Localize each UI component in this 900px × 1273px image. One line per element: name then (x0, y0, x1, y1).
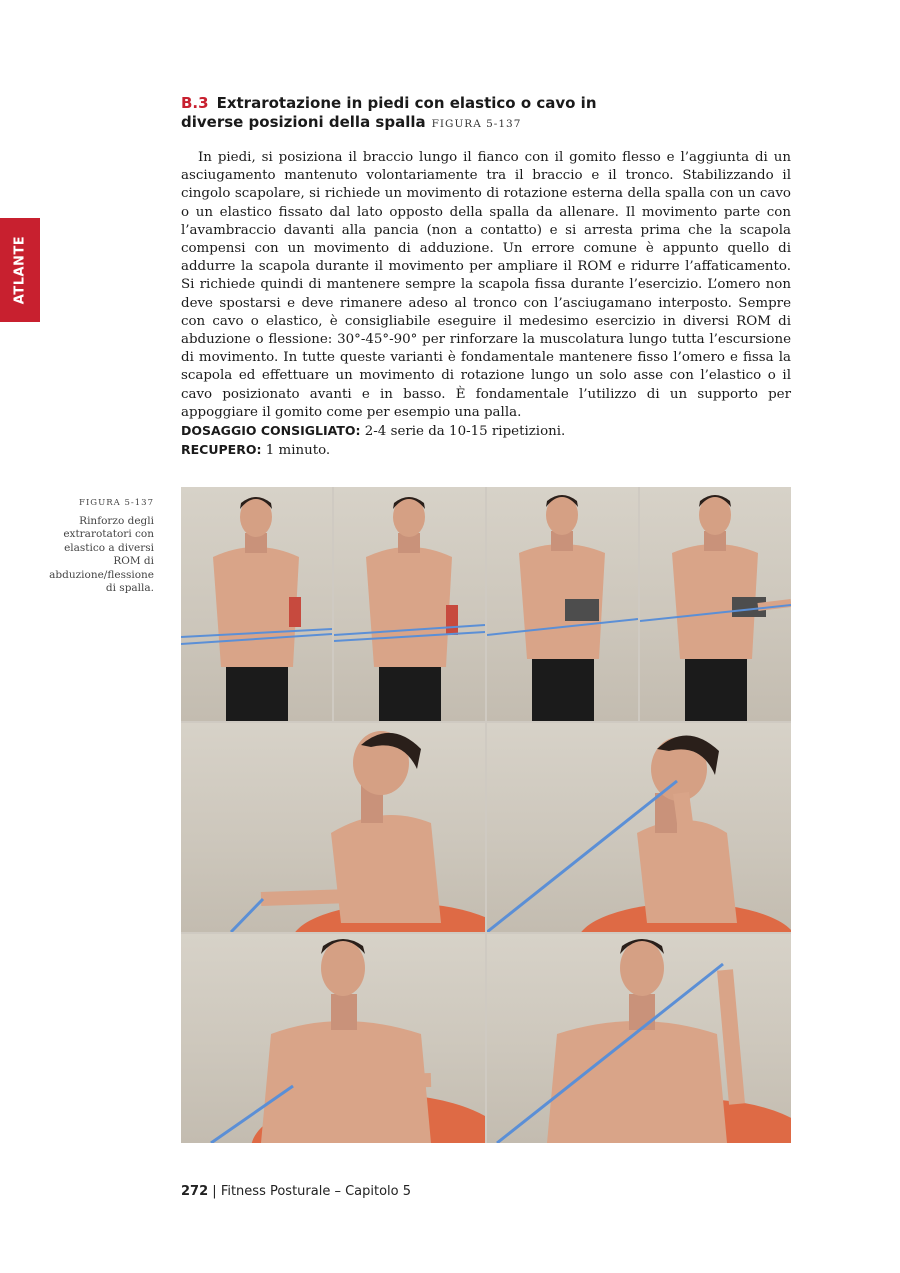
front-figure-icon (487, 934, 791, 1143)
page-footer (181, 1184, 411, 1199)
side-figure-icon (181, 723, 485, 932)
photo-standing-4 (640, 487, 791, 721)
photo-standing-1 (181, 487, 332, 721)
photo-front-abduction (181, 934, 485, 1143)
dosage-label: DOSAGGIO CONSIGLIATO: (181, 423, 361, 438)
footer-separator: | (212, 1184, 217, 1199)
photo-standing-2 (334, 487, 485, 721)
recovery-label: RECUPERO: (181, 442, 262, 457)
standing-figure-icon (640, 487, 791, 721)
standing-figure-icon (487, 487, 638, 721)
photo-standing-3 (487, 487, 638, 721)
recovery-value: 1 minuto. (265, 443, 331, 458)
section-number: B.3 (181, 94, 209, 112)
side-tab-label: ATLANTE (12, 235, 28, 305)
figure-caption (40, 497, 154, 596)
photo-side-abduction (181, 723, 485, 932)
figure-photo-grid (181, 487, 791, 1143)
recovery-line (181, 441, 791, 460)
photo-front-90-degrees (487, 934, 791, 1143)
dosage-block (181, 422, 791, 460)
dosage-value: 2-4 serie da 10-15 ripetizioni. (364, 424, 566, 439)
heading-line-2 (181, 113, 801, 134)
figure-reference: FIGURA 5-137 (431, 118, 522, 130)
section-title-line-1: Extrarotazione in piedi con elastico o cavo in (216, 94, 597, 112)
body-paragraph: In piedi, si posiziona il braccio lungo il fianco con il gomito flesso e l’aggiunta di un asciugamento mantenuto volontariamente tra il braccio e il tronco. Stabilizzando il cingolo scapolare, si richiede un movimento di rotazione esterna della spalla con un cavo o un elastico fissato dal lato opposto della spalla da allenare. Il movimento parte con l’avambraccio davanti alla pancia (non a contatto) e si arresta prima che la scapola compensi con un movimento di adduzione. Un errore comune è appunto quello di addurre la scapola durante il movimento per ampliare il ROM e ridurre l’affaticamento. Si richiede quindi di mantenere sempre la scapola fissa durante l’esercizio. L’omero non deve spostarsi e deve rimanere adeso al tronco con l’asciugamano interposto. Sempre con cavo o elastico, è consigliabile eseguire il medesimo esercizio in diversi ROM di abduzione o flessione: 30°-45°-90° per rinforzare la muscolatura lungo tutta l’escursione di movimento. In tutte queste varianti è fondamentale mantenere fisso l’omero e fissa la scapola ed effettuare un movimento di rotazione lungo un solo asse con l’elastico o il cavo posizionato avanti e in basso. È fondamentale l’utilizzo di un supporto per appoggiare il gomito come per esempio una palla. (181, 150, 791, 420)
caption-text: Rinforzo degli extrarotatori con elastico a diversi ROM di abduzione/flessione di spalla. (49, 514, 154, 594)
standing-figure-icon (181, 487, 332, 721)
dosage-line (181, 422, 791, 441)
heading-line-1 (181, 94, 801, 113)
section-heading (181, 94, 801, 134)
footer-title: Fitness Posturale – Capitolo 5 (220, 1184, 412, 1199)
front-figure-icon (181, 934, 485, 1143)
side-figure-icon (487, 723, 791, 932)
side-tab-atlante (0, 218, 40, 322)
caption-figure-label: FIGURA 5-137 (79, 498, 154, 508)
standing-figure-icon (334, 487, 485, 721)
section-title-line-2: diverse posizioni della spalla (181, 113, 426, 131)
page-number: 272 (181, 1184, 209, 1199)
photo-side-90-degrees (487, 723, 791, 932)
